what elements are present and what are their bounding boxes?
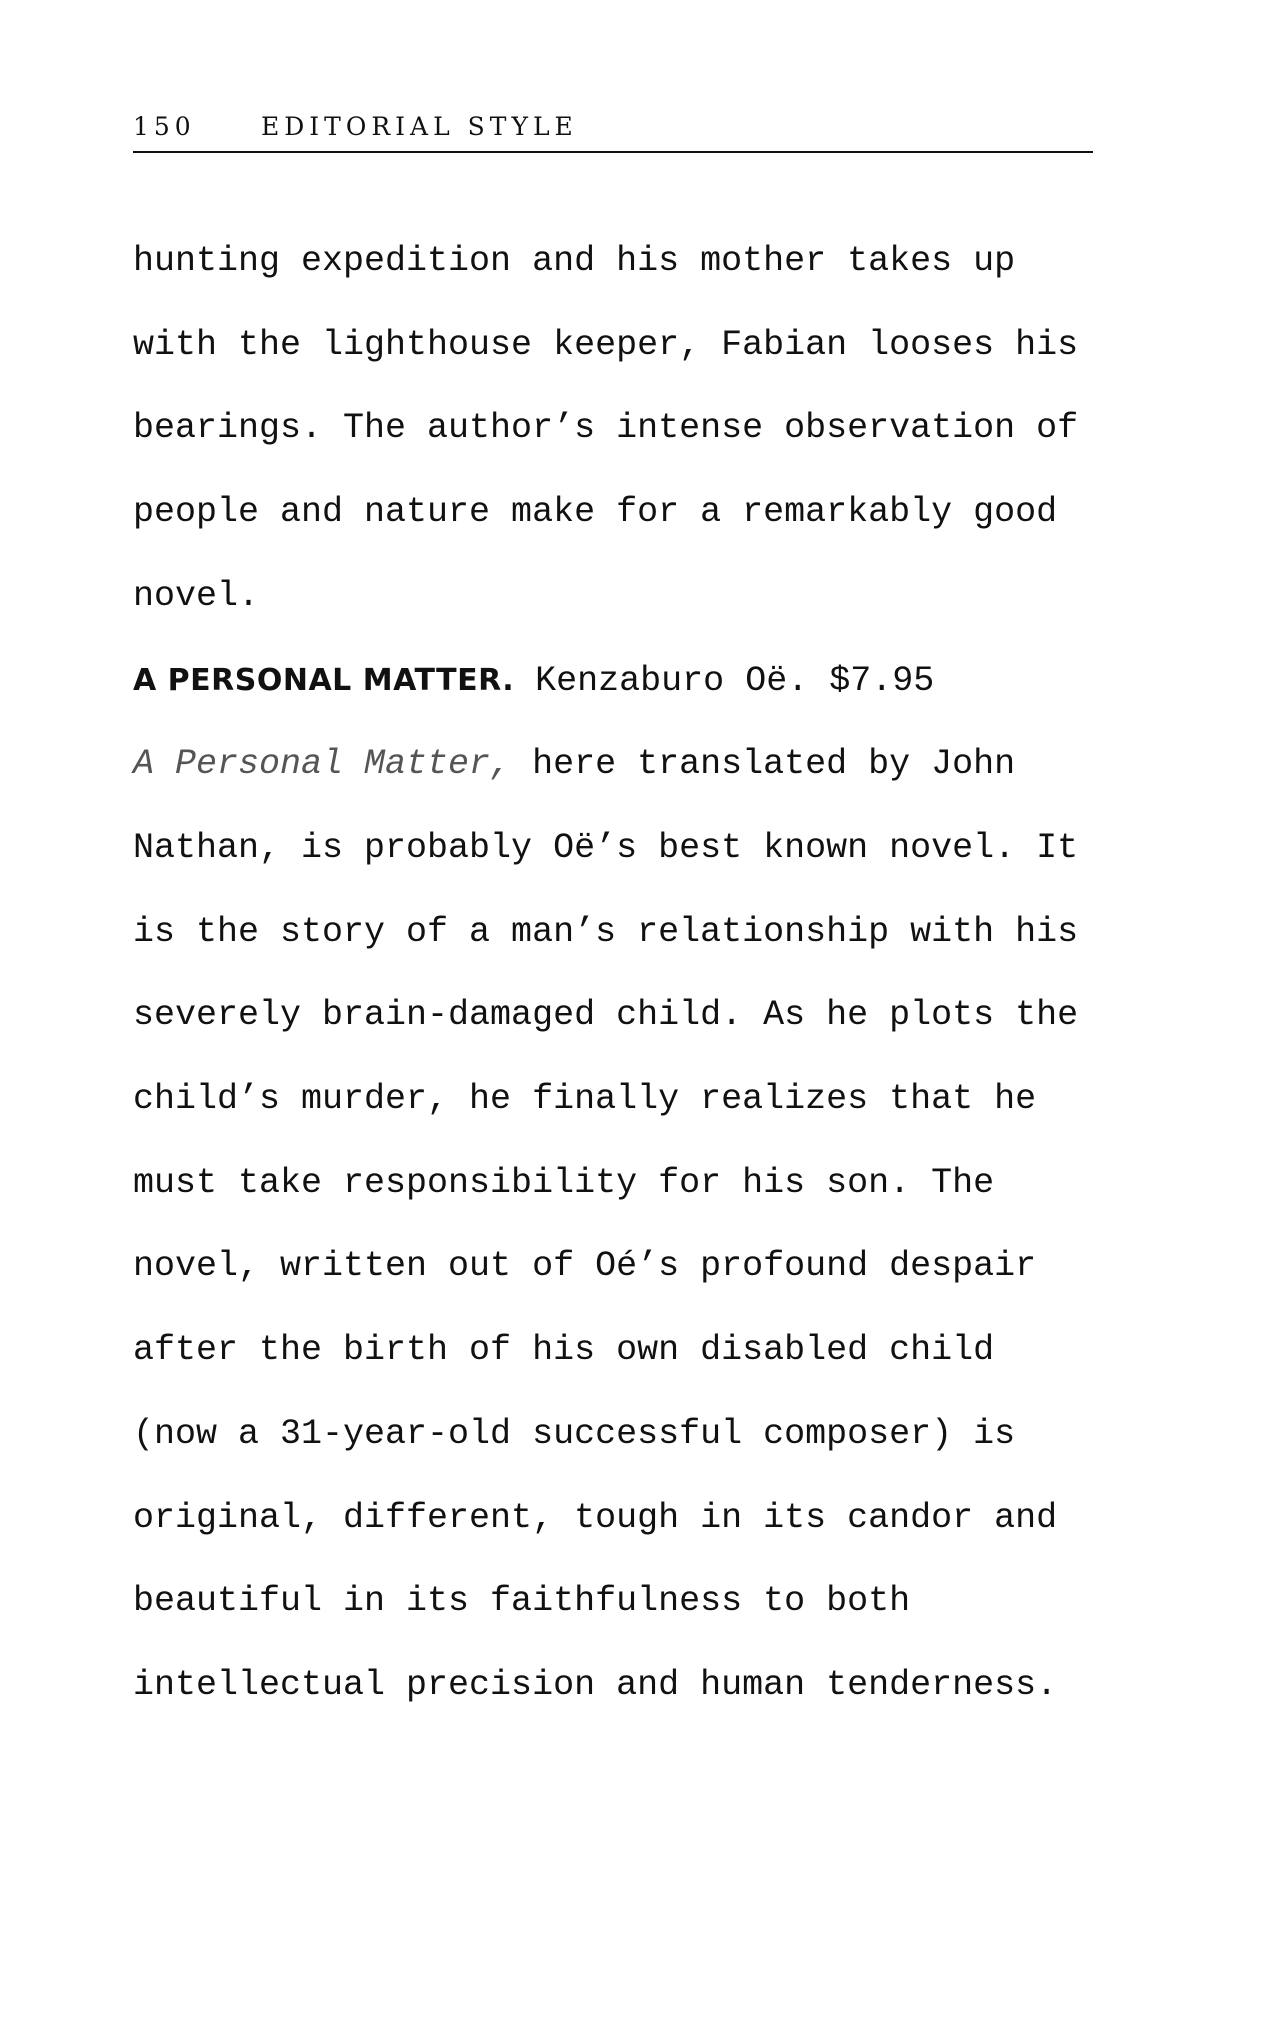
text-line: bearings. The author’s intense observation of xyxy=(133,408,1079,449)
running-head xyxy=(133,112,1093,141)
text-line: original, different, tough in its candor and xyxy=(133,1497,1058,1538)
text-line: people and nature make for a remarkably good xyxy=(133,492,1058,533)
body-text xyxy=(133,220,1113,1728)
entry-author-price: Kenzaburo Oë. $7.95 xyxy=(514,660,935,701)
running-title: EDITORIAL STYLE xyxy=(261,112,578,141)
entry-heading-line xyxy=(133,639,1113,724)
text-line: severely brain-damaged child. As he plots the xyxy=(133,995,1079,1036)
text-line: hunting expedition and his mother takes up xyxy=(133,241,1016,281)
entry-first-line-rest: here translated by John xyxy=(511,744,1016,785)
text-line: with the lighthouse keeper, Fabian looses his xyxy=(133,324,1079,365)
text-line: Nathan, is probably Oë’s best known novel. It xyxy=(133,827,1079,868)
entry-italic-title: A Personal Matter, xyxy=(133,744,512,785)
text-line: is the story of a man’s relationship with his xyxy=(133,911,1079,952)
text-line: intellectual precision and human tenderness. xyxy=(133,1664,1058,1705)
page-number: 150 xyxy=(133,112,196,141)
text-line: after the birth of his own disabled child xyxy=(133,1330,995,1371)
text-line xyxy=(133,723,1113,807)
text-line: child’s murder, he finally realizes that he xyxy=(133,1079,1037,1120)
entry-title: A PERSONAL MATTER. xyxy=(133,662,515,698)
header-rule xyxy=(133,151,1093,153)
text-line: (now a 31-year-old successful composer) is xyxy=(133,1413,1016,1454)
text-line: novel. xyxy=(133,575,260,616)
text-line: novel, written out of Oé’s profound despair xyxy=(133,1246,1037,1287)
text-line: must take responsibility for his son. The xyxy=(133,1162,995,1203)
text-line: beautiful in its faithfulness to both xyxy=(133,1581,911,1622)
